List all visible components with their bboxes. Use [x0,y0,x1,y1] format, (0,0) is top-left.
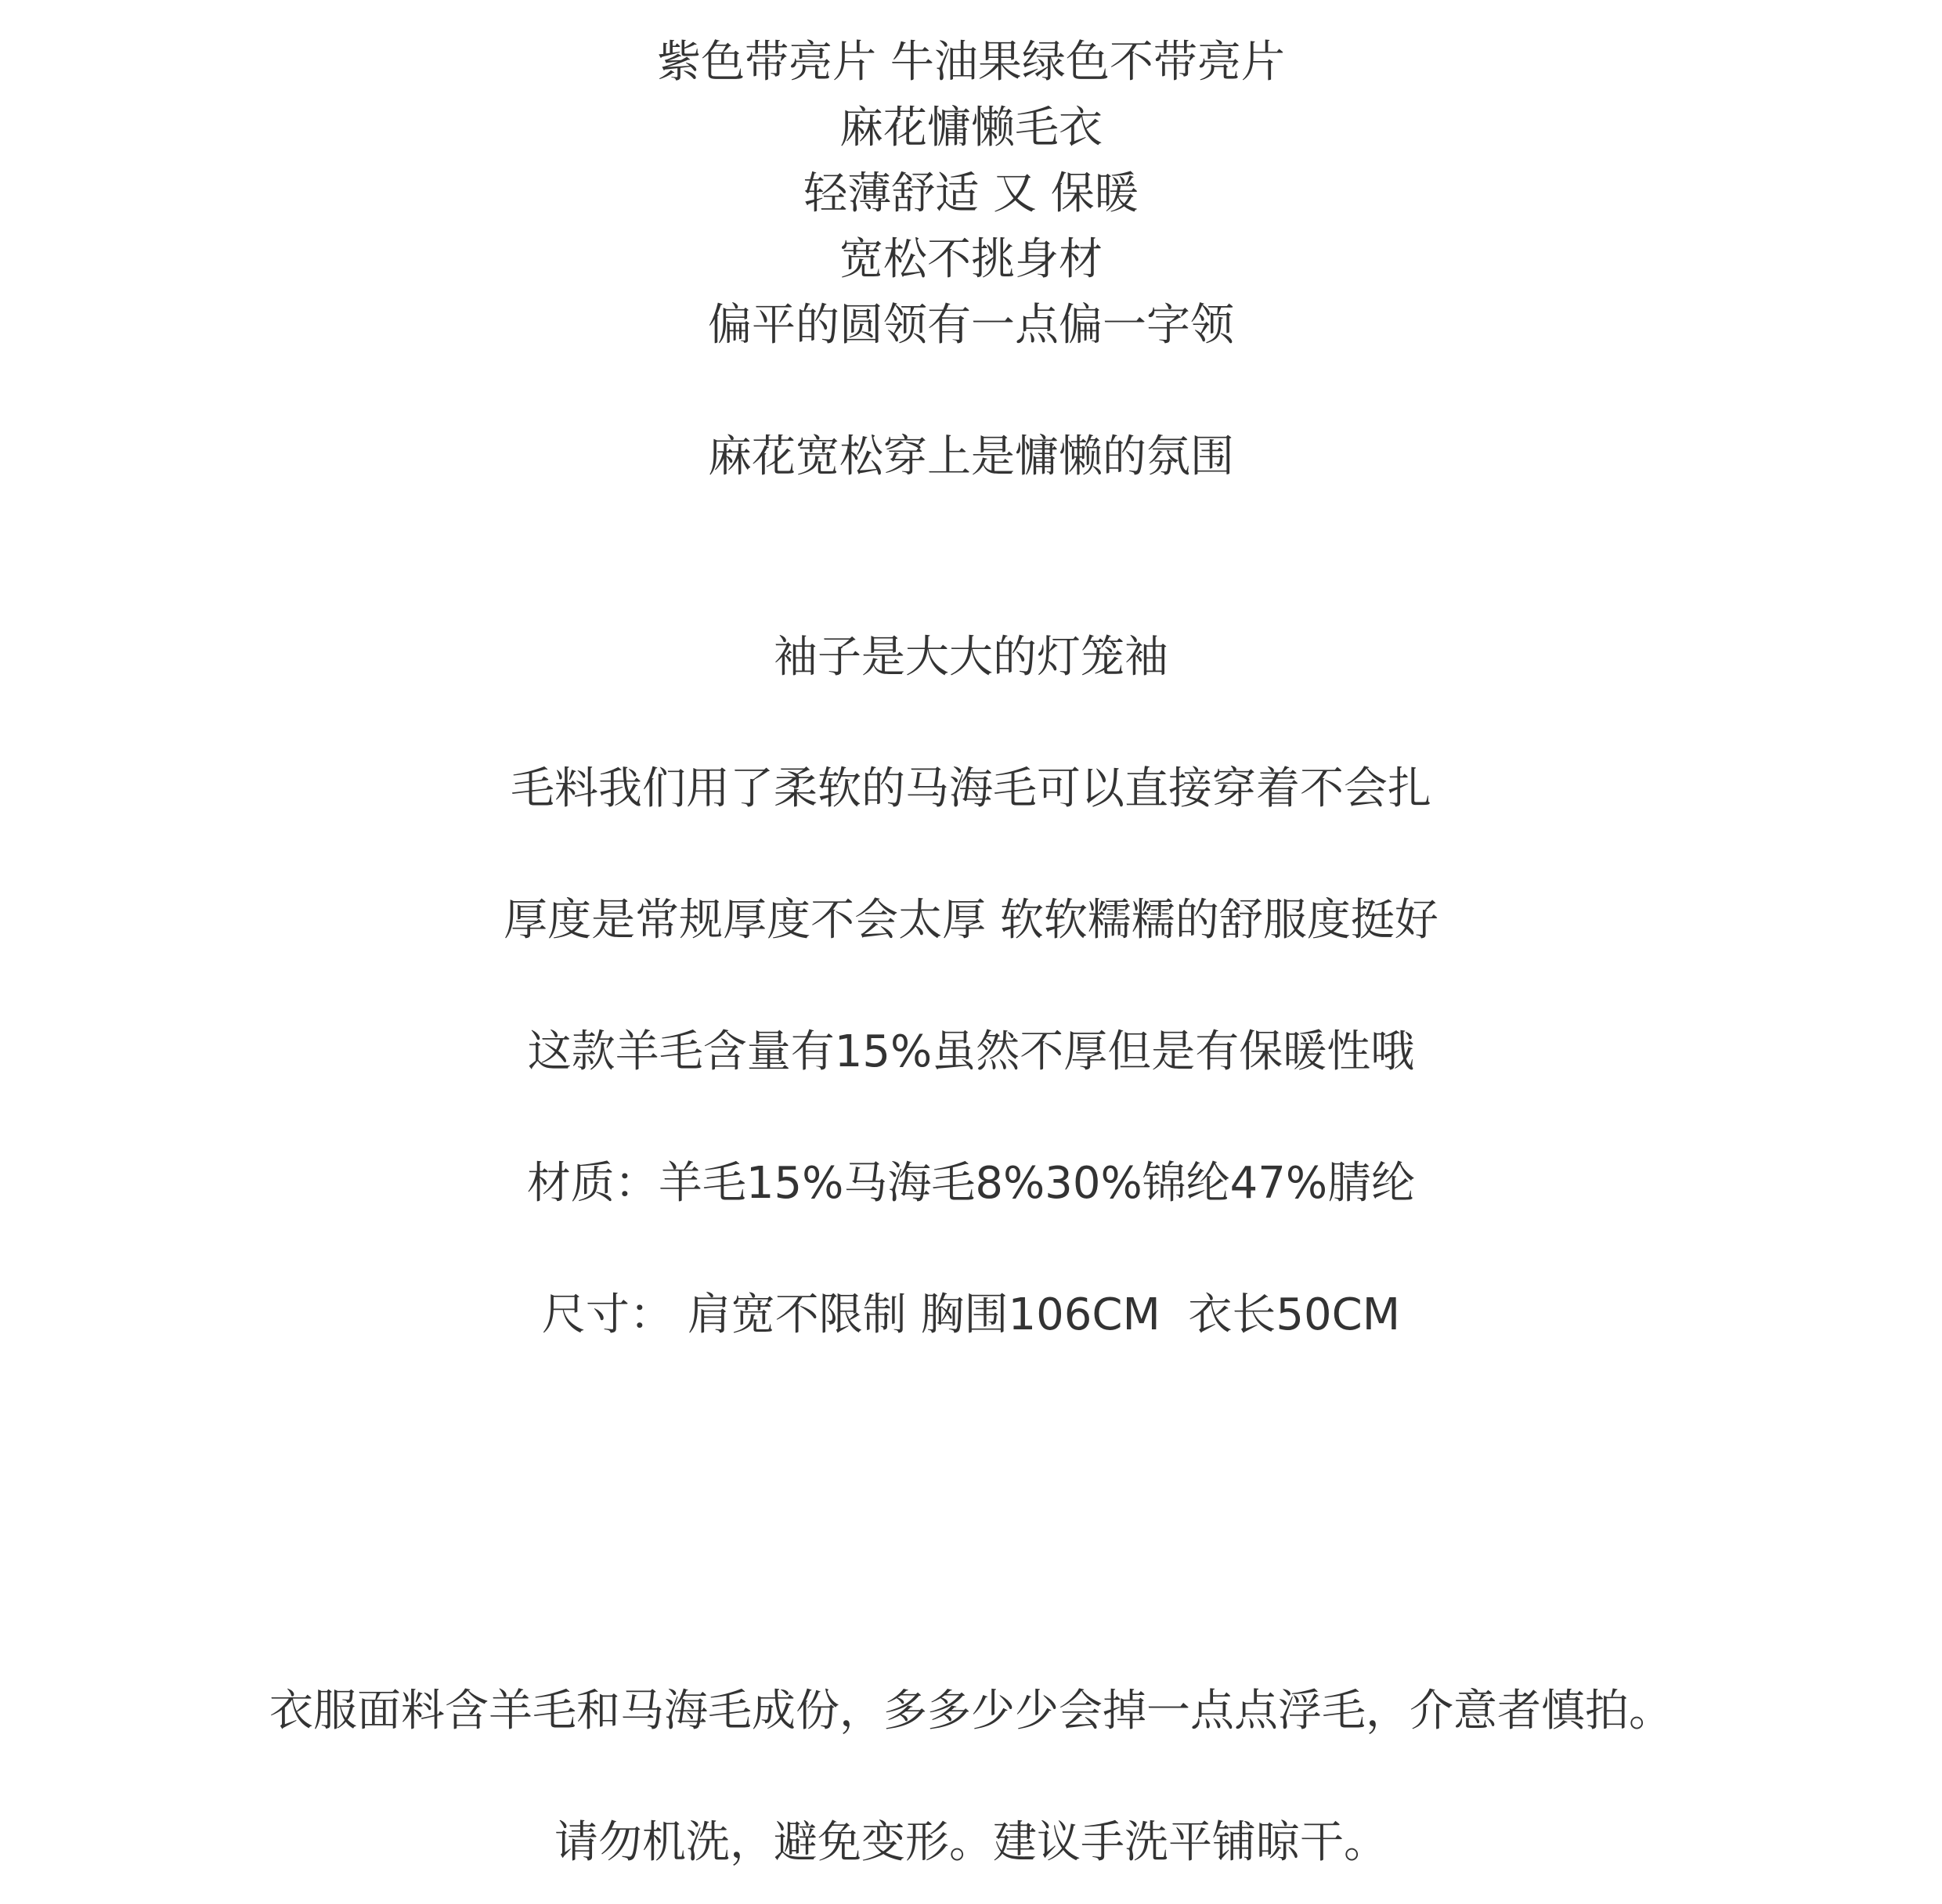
washing-instructions: 请勿机洗，避免变形。建议手洗平铺晾干。 [554,1817,1388,1868]
wool-content-line: 这款羊毛含量有15%虽然不厚但是有保暖性哦 [527,1026,1415,1077]
product-name-line: 麻花慵懒毛衣 [839,103,1103,153]
material-line: 材质：羊毛15%马海毛8%30%锦纶47%腈纶 [526,1158,1416,1209]
color-options-line: 紫色带亮片 牛油果绿色不带亮片 [657,37,1285,88]
shedding-notice: 衣服面料含羊毛和马海毛成份，多多少少会掉一点点浮毛，介意者慎拍。 [269,1686,1673,1736]
fabric-line: 毛料我们用了柔软的马海毛可以直接穿着不会扎 [511,763,1431,814]
sleeve-line: 袖子是大大的灯笼袖 [774,632,1168,683]
comfort-line: 轻薄舒适 又 保暖 [803,168,1139,219]
fit-line: 宽松不挑身材 [839,234,1103,285]
thickness-line: 厚度是常规厚度不会太厚 软软糯糯的舒服度挺好 [504,895,1438,946]
size-line: 尺寸： 肩宽不限制 胸围106CM 衣长50CM [541,1289,1401,1340]
collar-line: 偏平的圆领有一点偏一字领 [708,300,1234,351]
style-line: 麻花宽松穿上是慵懒的氛围 [708,431,1234,482]
